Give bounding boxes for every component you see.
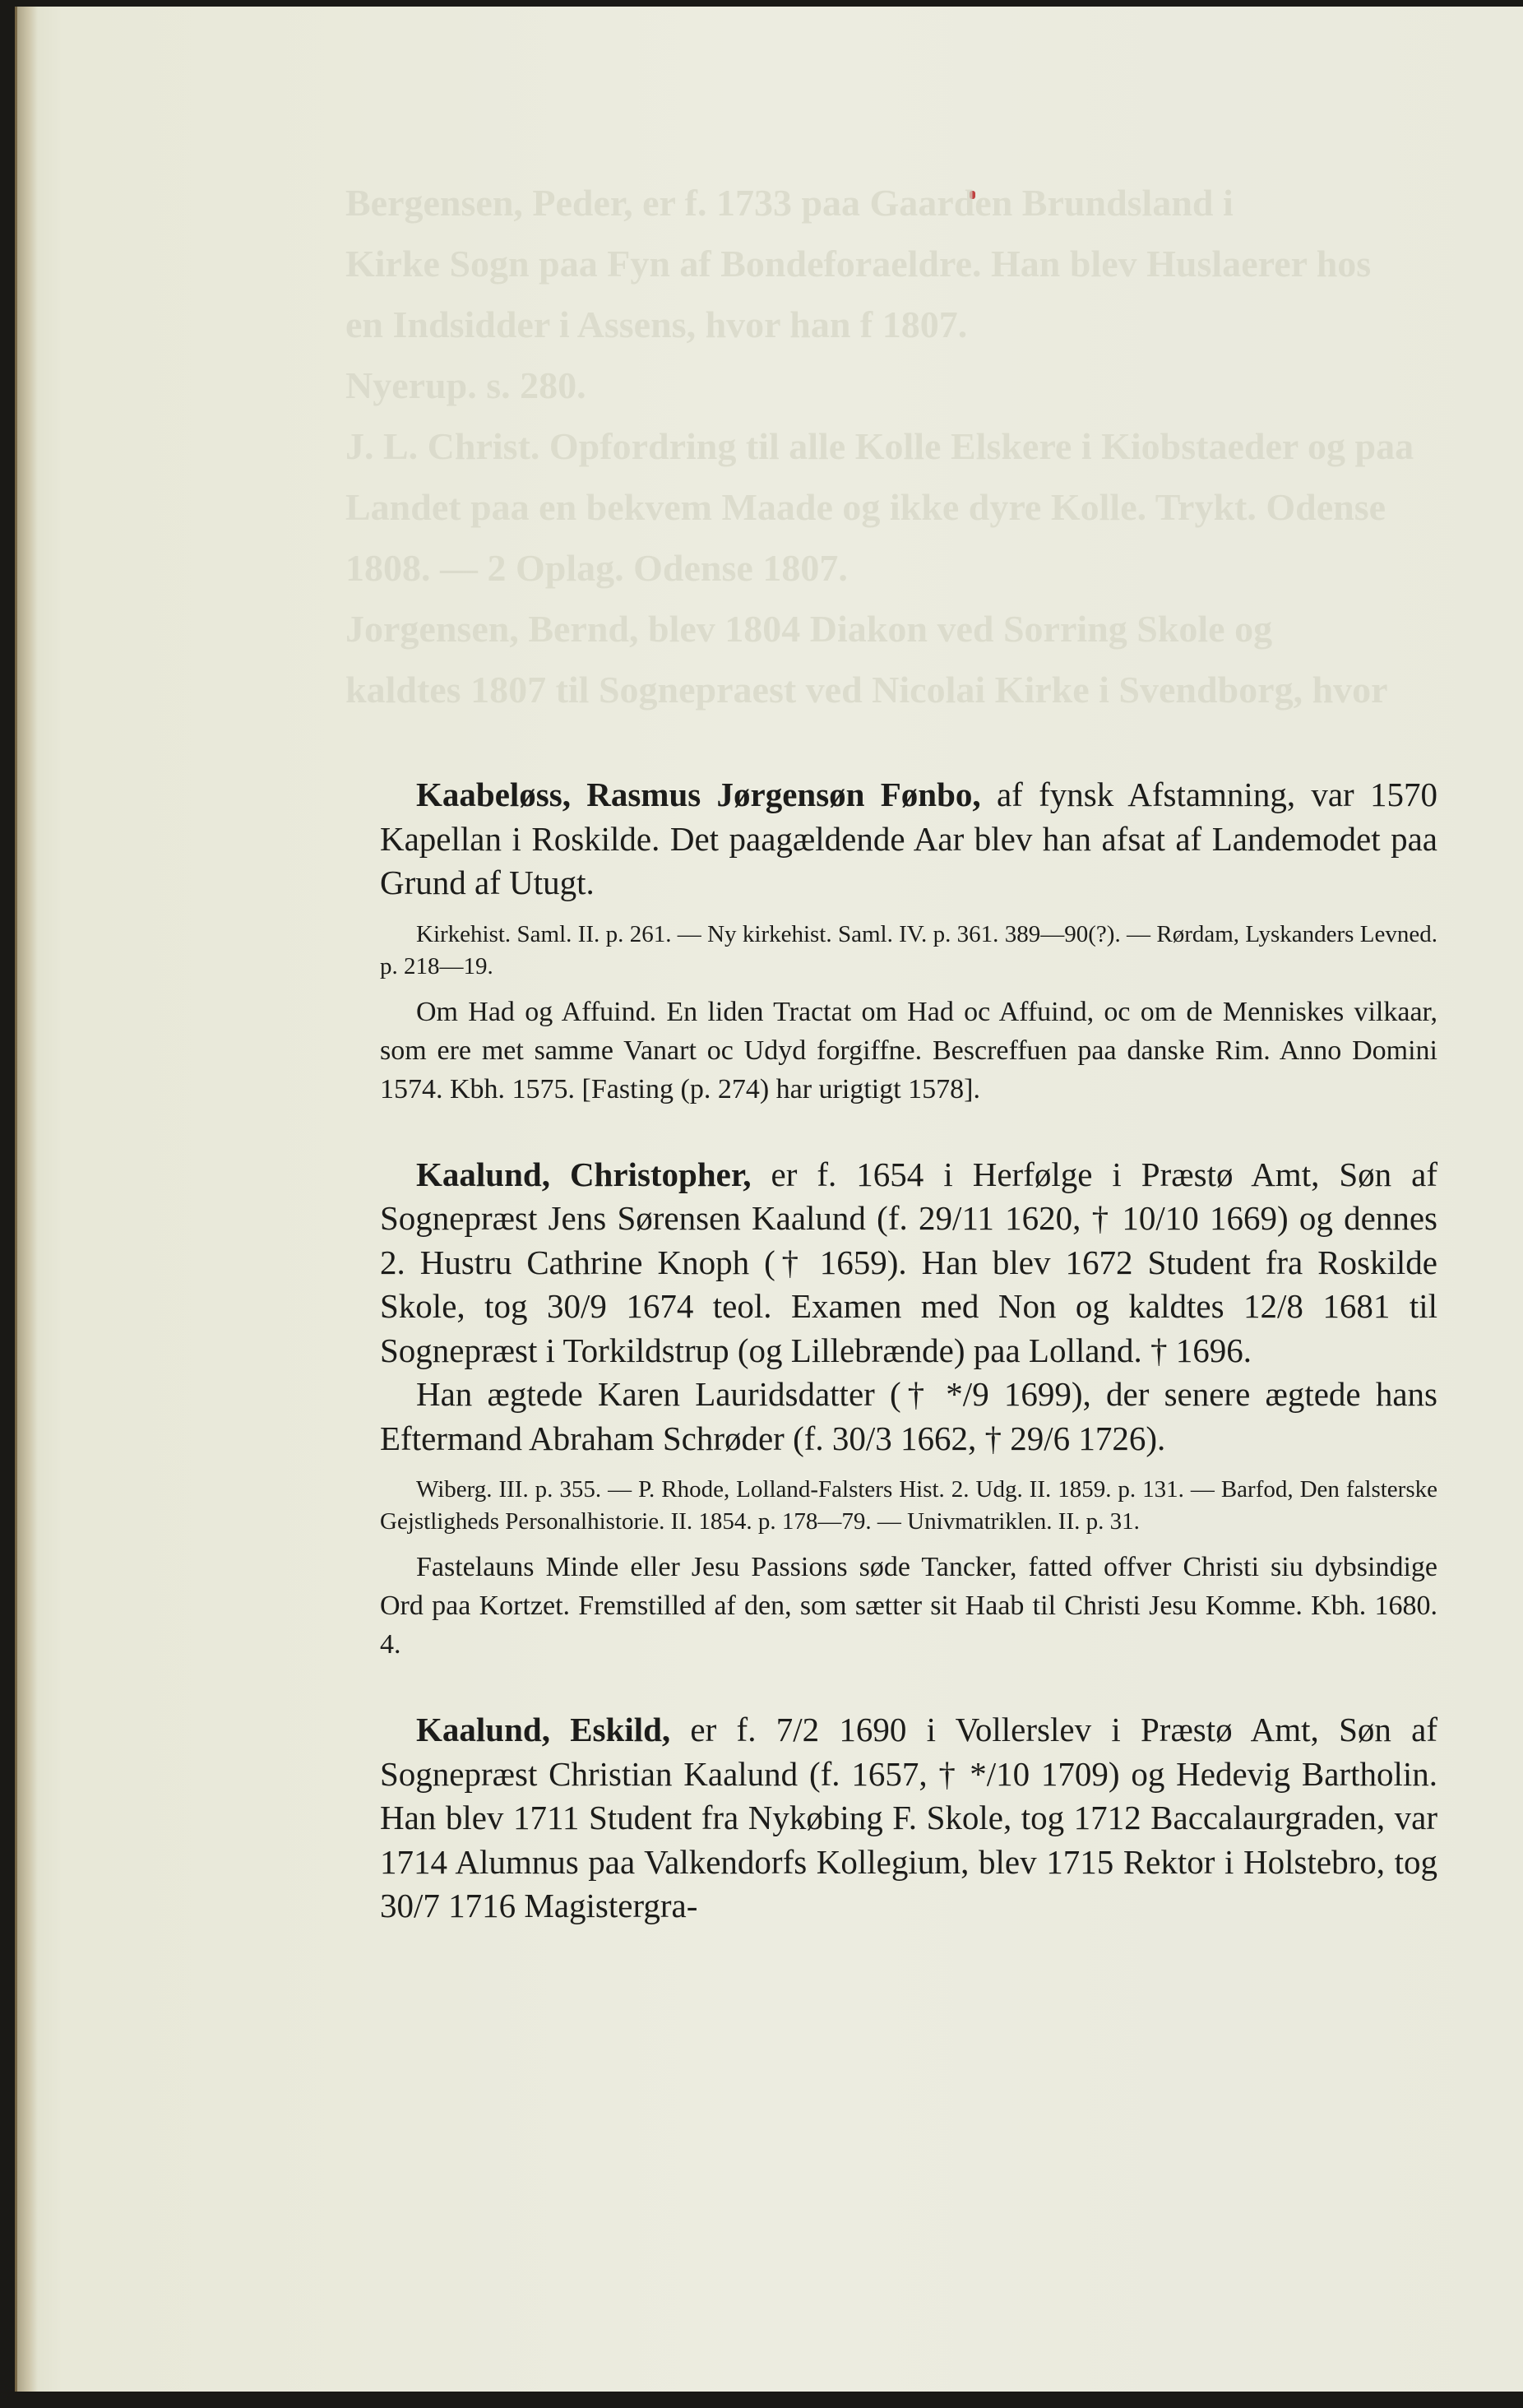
entry-work: Om Had og Affuind. En liden Tractat om Had oc Affuind, oc om de Menniskes vilkaar, som ere met samme Vanart oc Udyd forgiffne. Bescreffuen paa danske Rim. Anno Domini 1574. Kbh. 1575. [Fasting (p. 274) har urigtigt 1578]. [380,996,1437,1104]
page-text [380,773,1437,1973]
ghost-line: kaldtes 1807 til Sognepraest ved Nicolai Kirke i Svendborg, hvor [345,669,1388,711]
entry-body: af fynsk Afstamning, var 1570 Kapellan i Roskilde. Det paagældende Aar blev han afsat af Landemodet paa Grund af Utugt. [380,776,1437,901]
entry-kaalund-eskild [380,1708,1437,1929]
ghost-line: Bergensen, Peder, er f. 1733 paa Gaarden Brundsland i [345,182,1234,224]
entry-kaabeloss [380,773,1437,1109]
entry-work: Fastelauns Minde eller Jesu Passions søde Tancker, fatted offver Christi siu dybsindige Ord paa Kortzet. Fremstilled af den, som sætter sit Haab til Christi Jesu Komme. Kbh. 1680. 4. [380,1552,1437,1660]
bleed-through-text [345,173,1464,715]
entry-main-text [380,1153,1437,1373]
entry-body: er f. 1654 i Herfølge i Præstø Amt, Søn af Sognepræst Jens Sørensen Kaalund (f. 29/11 1620, † 10/10 1669) og dennes 2. Hustru Cathrine Knoph († 1659). Han blev 1672 Student fra Roskilde Skole, tog 30/9 1674 teol. Examen med Non og kaldtes 12/8 1681 til Sognepræst i Torkildstrup (og Lillebrænde) paa Lolland. † 1696. [380,1155,1437,1369]
ghost-line: Landet paa en bekvem Maade og ikke dyre Kolle. Trykt. Odense [345,486,1386,528]
ghost-line: 1808. — 2 Oplag. Odense 1807. [345,547,848,589]
entry-references: Wiberg. III. p. 355. — P. Rhode, Lolland-Falsters Hist. 2. Udg. II. 1859. p. 131. — Barfod, Den falsterske Gejstligheds Personalhistorie. II. 1854. p. 178—79. — Univmatriklen. II. p. 31. [380,1476,1437,1535]
entry-headword: Kaabeløss, Rasmus Jørgensøn Fønbo, [416,776,981,813]
entry-headword: Kaalund, Eskild, [416,1711,671,1748]
entry-body-continued: Han ægtede Karen Lauridsdatter († */9 1699), der senere ægtede hans Eftermand Abraham Schrøder (f. 30/3 1662, † 29/6 1726). [380,1375,1437,1457]
ghost-line: Nyerup. s. 280. [345,364,586,406]
entry-main-text [380,773,1437,905]
entry-body: er f. 7/2 1690 i Vollerslev i Præstø Amt, Søn af Sognepræst Christian Kaalund (f. 1657, † */10 1709) og Hedevig Bartholin. Han blev 1711 Student fra Nykøbing F. Skole, tog 1712 Baccalaurgraden, var 1714 Alumnus paa Valkendorfs Kollegium, blev 1715 Rektor i Holstebro, tog 30/7 1716 Magistergra- [380,1711,1437,1924]
ghost-line: en Indsidder i Assens, hvor han f 1807. [345,303,968,345]
entry-headword: Kaalund, Christopher, [416,1155,752,1193]
entry-kaalund-christopher [380,1153,1437,1665]
ghost-line: Kirke Sogn paa Fyn af Bondeforaeldre. Han blev Huslaerer hos [345,243,1372,285]
entry-references: Kirkehist. Saml. II. p. 261. — Ny kirkehist. Saml. IV. p. 361. 389—90(?). — Rørdam, Lyskanders Levned. p. 218—19. [380,920,1437,979]
entry-main-text [380,1708,1437,1929]
ghost-line: Jorgensen, Bernd, blev 1804 Diakon ved Sorring Skole og [345,608,1273,650]
page-spine-shadow [15,7,38,2392]
ghost-line: J. L. Christ. Opfordring til alle Kolle Elskere i Kiobstaeder og paa [345,425,1414,467]
